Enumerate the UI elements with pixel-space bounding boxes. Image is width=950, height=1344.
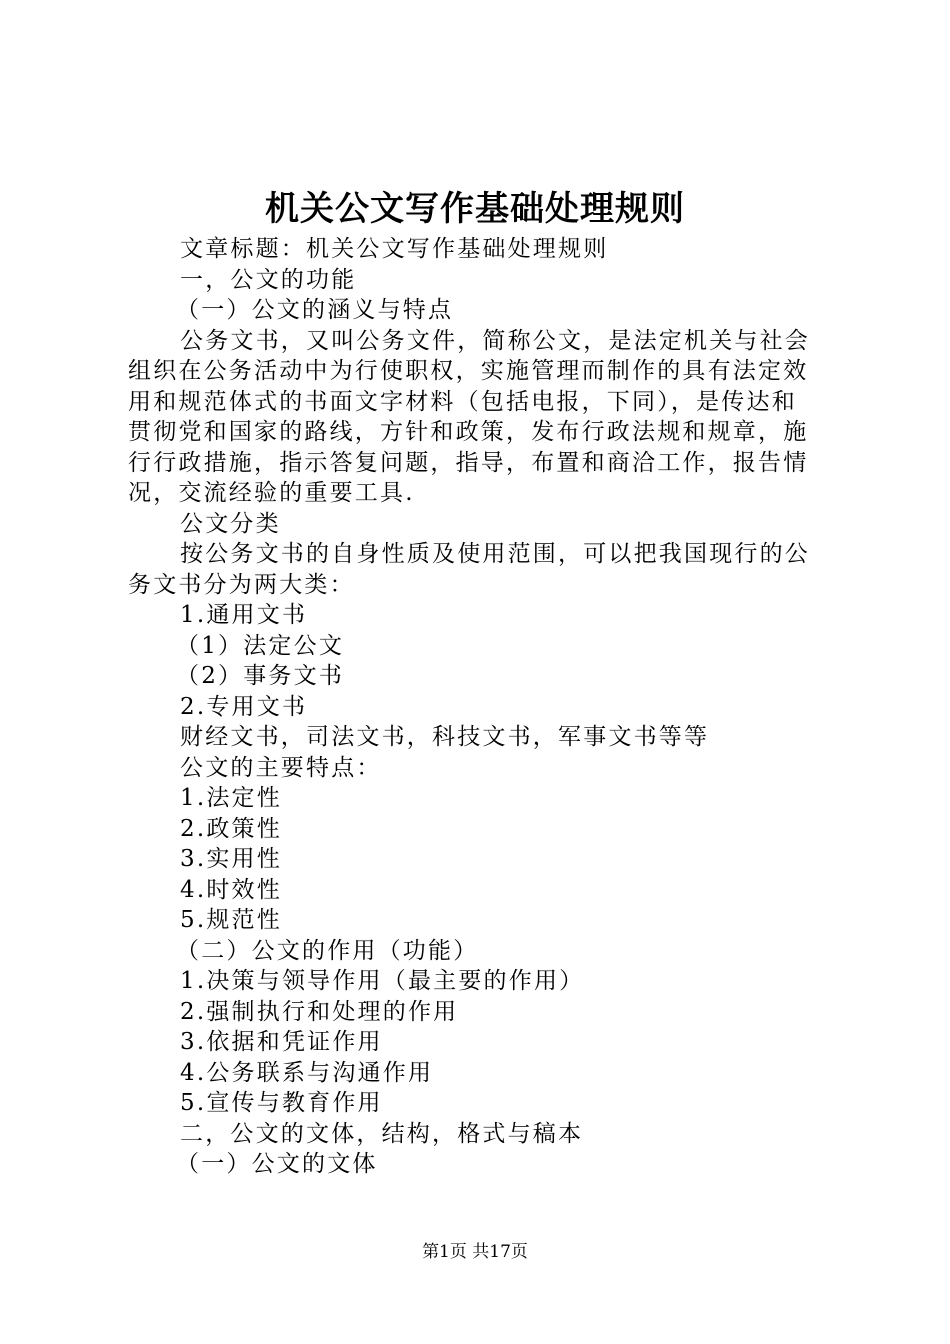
body-line: 一，公文的功能 <box>180 266 357 293</box>
page-footer: 第1页 共17页 <box>422 1242 528 1262</box>
document-body <box>128 234 830 1180</box>
body-line: 文章标题：机关公文写作基础处理规则 <box>180 236 609 262</box>
section-subheading: （一）公文的文体 <box>176 1151 378 1177</box>
body-line: 4.公务联系与沟通作用 <box>180 1059 434 1086</box>
body-line: 财经文书，司法文书，科技文书，军事文书等等 <box>180 724 710 750</box>
body-line: 5.宣传与教育作用 <box>180 1090 383 1116</box>
section-subheading: （2）事务文书 <box>176 663 345 689</box>
body-line: 3.实用性 <box>180 846 282 872</box>
body-line: 5.规范性 <box>180 907 282 933</box>
section-subheading: （一）公文的涵义与特点 <box>176 297 454 323</box>
body-line: 4.时效性 <box>180 876 282 903</box>
body-paragraph <box>128 539 830 600</box>
document-title: 机关公文写作基础处理规则 <box>265 189 685 229</box>
body-line: 2.专用文书 <box>180 693 308 720</box>
body-line: 二，公文的文体，结构，格式与稿本 <box>180 1120 584 1147</box>
paragraph-line: 公务文书，又叫公务文件，简称公文，是法定机关与社会 <box>180 327 810 354</box>
paragraph-line: 按公务文书的自身性质及使用范围，可以把我国现行的公 <box>180 541 810 567</box>
body-line: 2.强制执行和处理的作用 <box>180 998 459 1025</box>
section-subheading: （1）法定公文 <box>176 632 345 659</box>
body-line: 1.通用文书 <box>180 602 308 628</box>
body-line: 2.政策性 <box>180 815 282 842</box>
body-line: 公文分类 <box>180 510 281 537</box>
paragraph-line: 组织在公务活动中为行使职权，实施管理而制作的具有法定效 <box>128 358 809 384</box>
body-line: 1.决策与领导作用（最主要的作用） <box>180 968 585 994</box>
paragraph-line: 用和规范体式的书面文字材料（包括电报，下同），是传达和 <box>128 388 797 415</box>
body-paragraph <box>128 326 830 509</box>
body-line: 3.依据和凭证作用 <box>180 1029 383 1055</box>
section-subheading: （二）公文的作用（功能） <box>176 937 479 964</box>
paragraph-line: 务文书分为两大类： <box>128 571 355 598</box>
paragraph-line: 行行政措施，指示答复问题，指导，布置和商洽工作，报告情 <box>128 449 809 476</box>
paragraph-line: 况，交流经验的重要工具. <box>128 480 415 506</box>
body-line: 公文的主要特点： <box>180 754 382 781</box>
body-line: 1.法定性 <box>180 785 282 811</box>
paragraph-line: 贯彻党和国家的路线，方针和政策，发布行政法规和规章，施 <box>128 419 809 445</box>
